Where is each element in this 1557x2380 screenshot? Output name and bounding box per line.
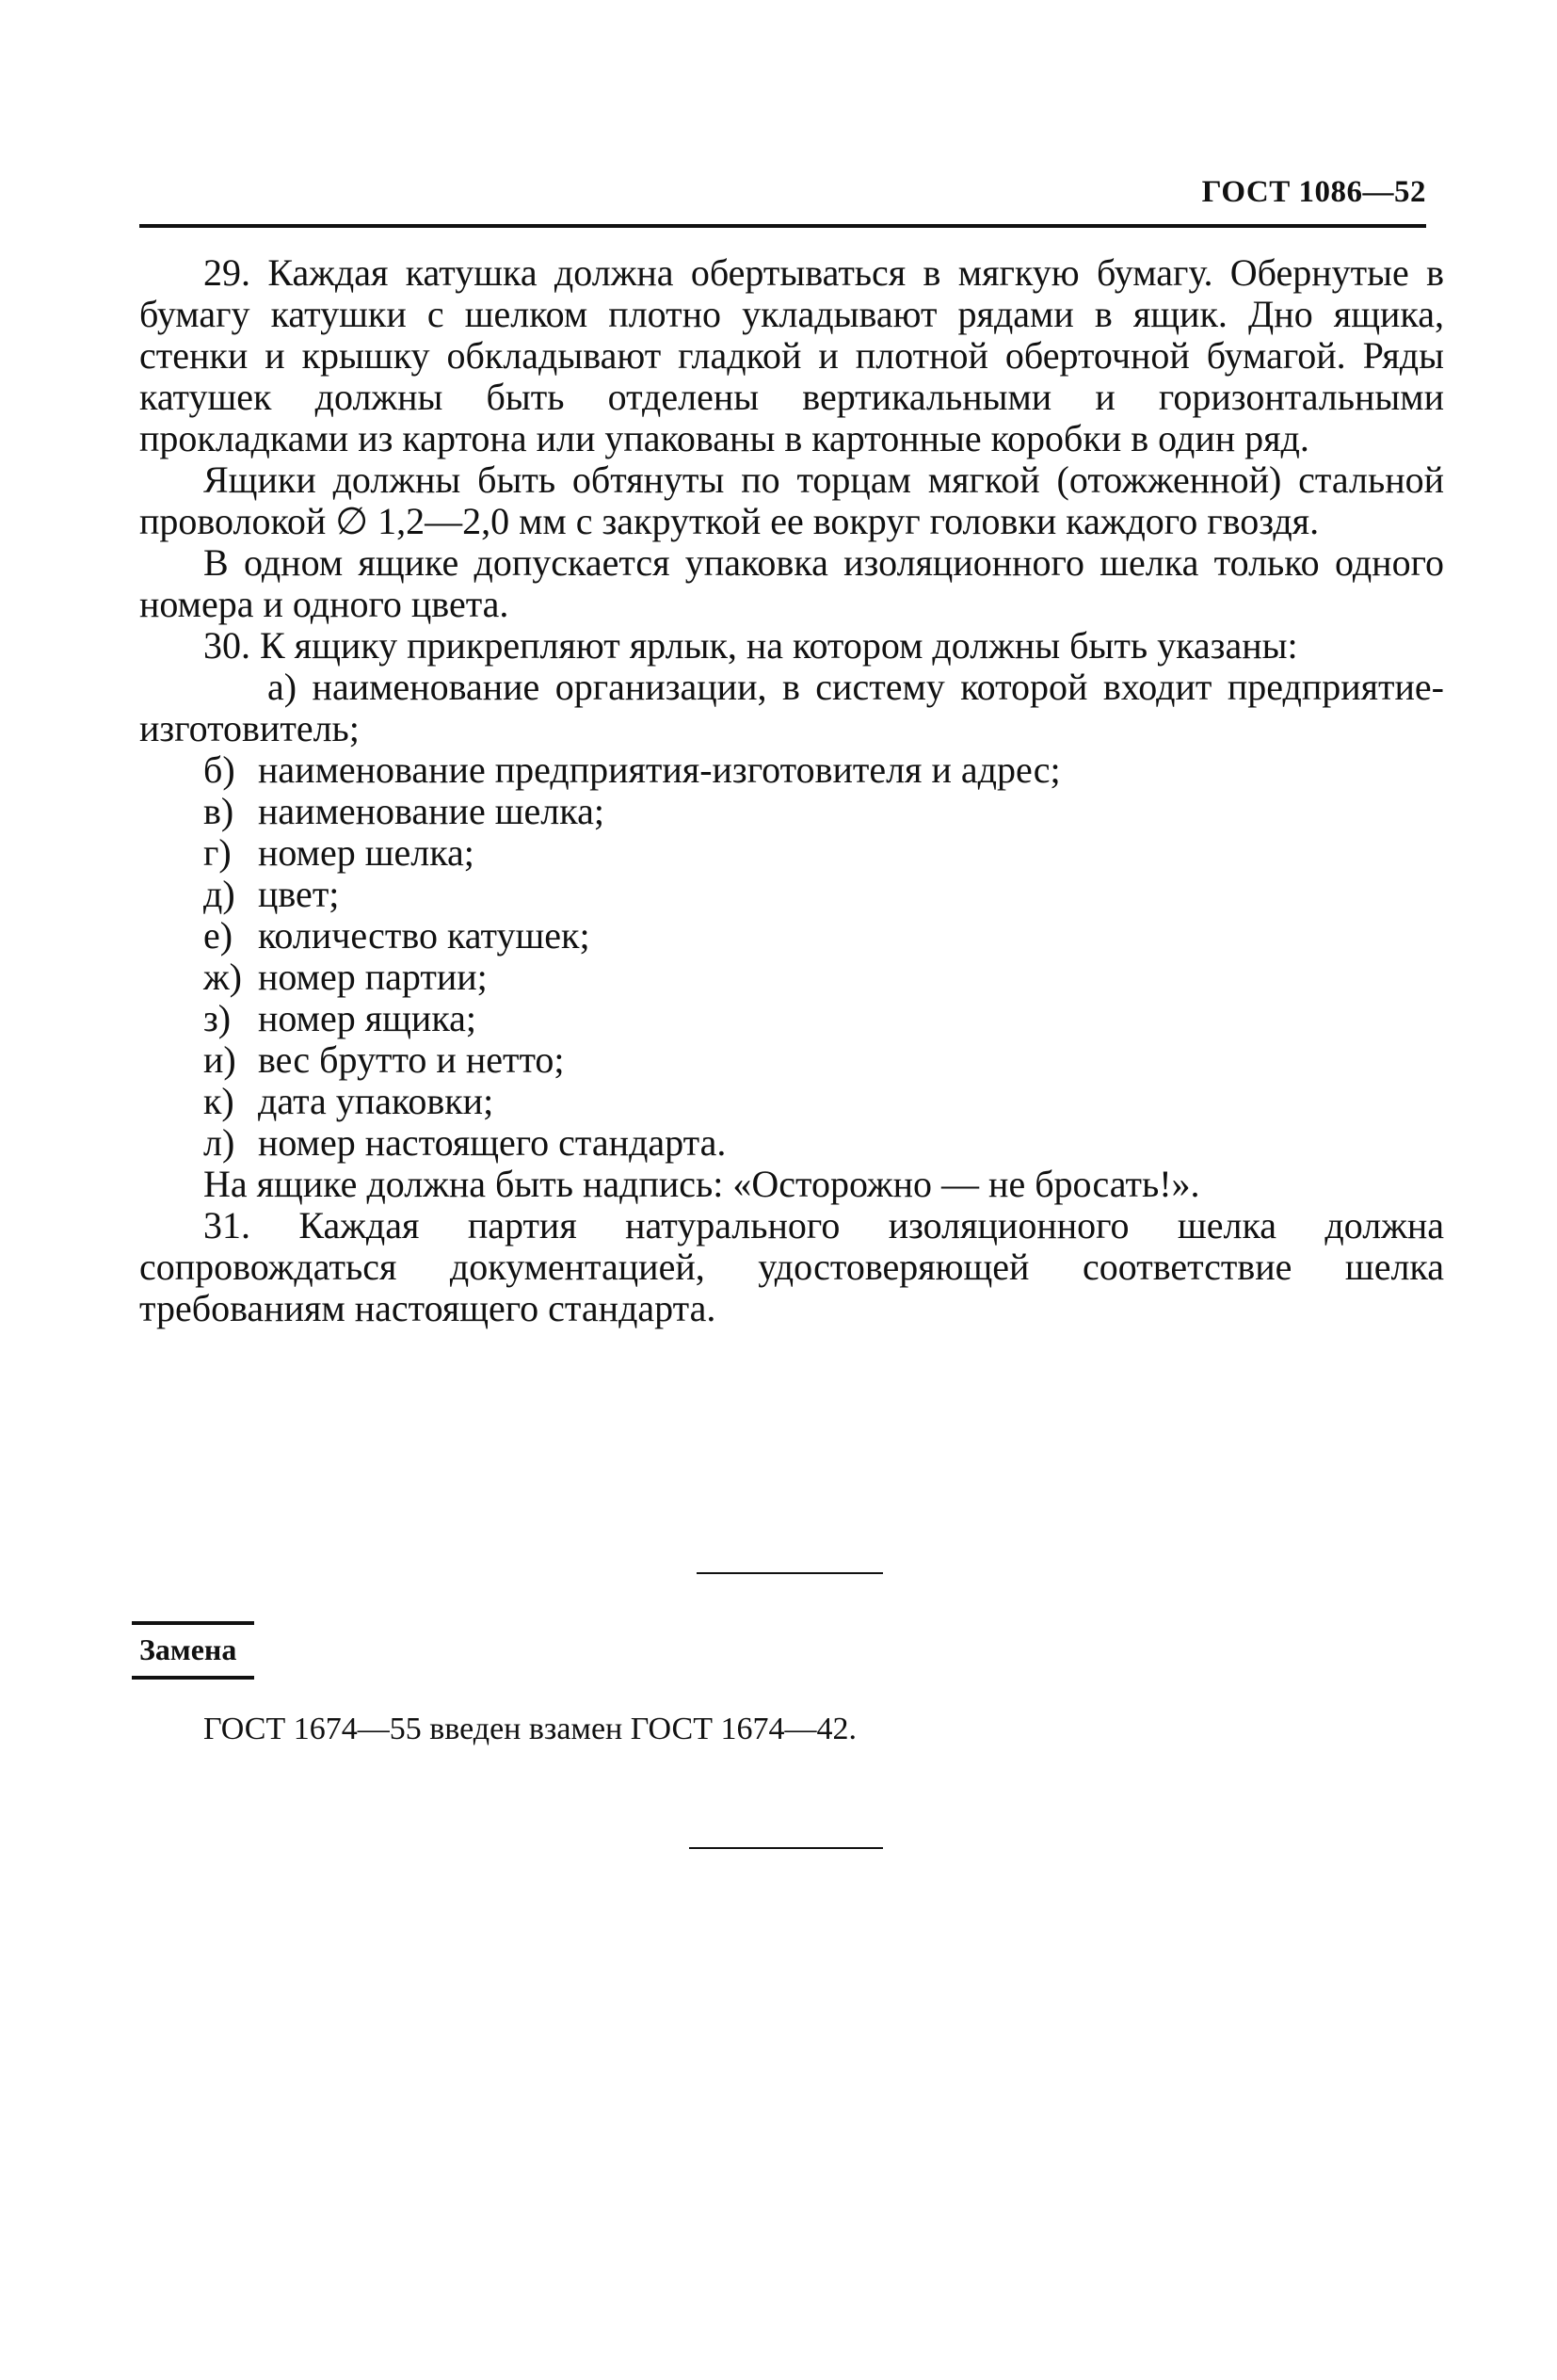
list-item-text: вес брутто и нетто; (258, 1038, 565, 1081)
list-item-text: цвет; (258, 873, 340, 915)
separator-line (697, 1572, 883, 1574)
replacement-text: ГОСТ 1674—55 введен взамен ГОСТ 1674—42. (203, 1712, 857, 1746)
list-item (139, 915, 1444, 957)
main-text (139, 252, 1444, 1329)
paragraph-30: 30. К ящику прикрепляют ярлык, на котором должны быть указаны: (203, 624, 1298, 667)
list-item-letter: л) (203, 1121, 235, 1164)
list-item (139, 791, 1444, 832)
paragraph-29: 29. Каждая катушка должна обертываться в мягкую бумагу. Обернутые в бумагу катушки с шелком плотно укладывают рядами в ящик. Дно ящика, стенки и крышку обкладывают гладкой и плотной оберточной бумагой. Ряды катушек должны быть отделены вертикальными и горизонтальными прокладками из картона или упакованы в картонные коробки в один ряд. (139, 251, 1444, 459)
list-item-text: количество катушек; (258, 914, 590, 957)
list-item-letter: б) (203, 748, 235, 791)
list-item (139, 667, 1444, 749)
page-header (139, 175, 1426, 224)
list-item (139, 832, 1444, 874)
header-rule (139, 224, 1426, 228)
replacement-title: Замена (139, 1632, 237, 1666)
list-item-text: наименование предприятия-изготовителя и адрес; (258, 748, 1061, 791)
standard-number: ГОСТ 1086—52 (1201, 175, 1426, 209)
list-item (139, 998, 1444, 1039)
list-item (139, 749, 1444, 791)
list-item-letter: г) (203, 831, 232, 874)
list-item-text: наименование шелка; (258, 790, 604, 832)
list-item-letter: в) (203, 790, 234, 832)
list-item-text: номер настоящего стандарта. (258, 1121, 727, 1164)
list-item-letter: а) (267, 666, 297, 708)
paragraph-boxes: Ящики должны быть обтянуты по торцам мягкой (отожженной) стальной проволокой ∅ 1,2—2,0 мм с закруткой ее вокруг головки каждого гвоздя. (139, 458, 1444, 542)
list-item-letter: к) (203, 1080, 234, 1122)
list-item-text: номер шелка; (258, 831, 474, 874)
list-item-letter: д) (203, 873, 235, 915)
list-item (139, 1039, 1444, 1081)
list-item (139, 1122, 1444, 1164)
list-item-text: номер ящика; (258, 997, 477, 1039)
list-item (139, 957, 1444, 998)
list-item-letter: е) (203, 914, 233, 957)
replacement-heading (132, 1621, 254, 1680)
paragraph-inscription: На ящике должна быть надпись: «Осторожно — не бросать!». (203, 1163, 1200, 1205)
end-separator-line (689, 1847, 883, 1849)
list-item-letter: ж) (203, 956, 242, 998)
list-item (139, 1081, 1444, 1122)
list-item-text: дата упаковки; (258, 1080, 494, 1122)
label-items-list (139, 667, 1444, 1164)
paragraph-31: 31. Каждая партия натурального изоляционного шелка должна сопровождаться документацией, удостоверяющей соответствие шелка требованиям настоящего стандарта. (139, 1204, 1444, 1329)
list-item-letter: и) (203, 1038, 236, 1081)
list-item-letter: з) (203, 997, 232, 1039)
list-item-text: номер партии; (258, 956, 488, 998)
replacement-rule-bottom (132, 1676, 254, 1680)
list-item-text: наименование организации, в систему которой входит предприятие-изготовитель; (139, 666, 1444, 749)
list-item (139, 874, 1444, 915)
paragraph-one-box: В одном ящике допускается упаковка изоляционного шелка только одного номера и одного цвета. (139, 541, 1444, 625)
